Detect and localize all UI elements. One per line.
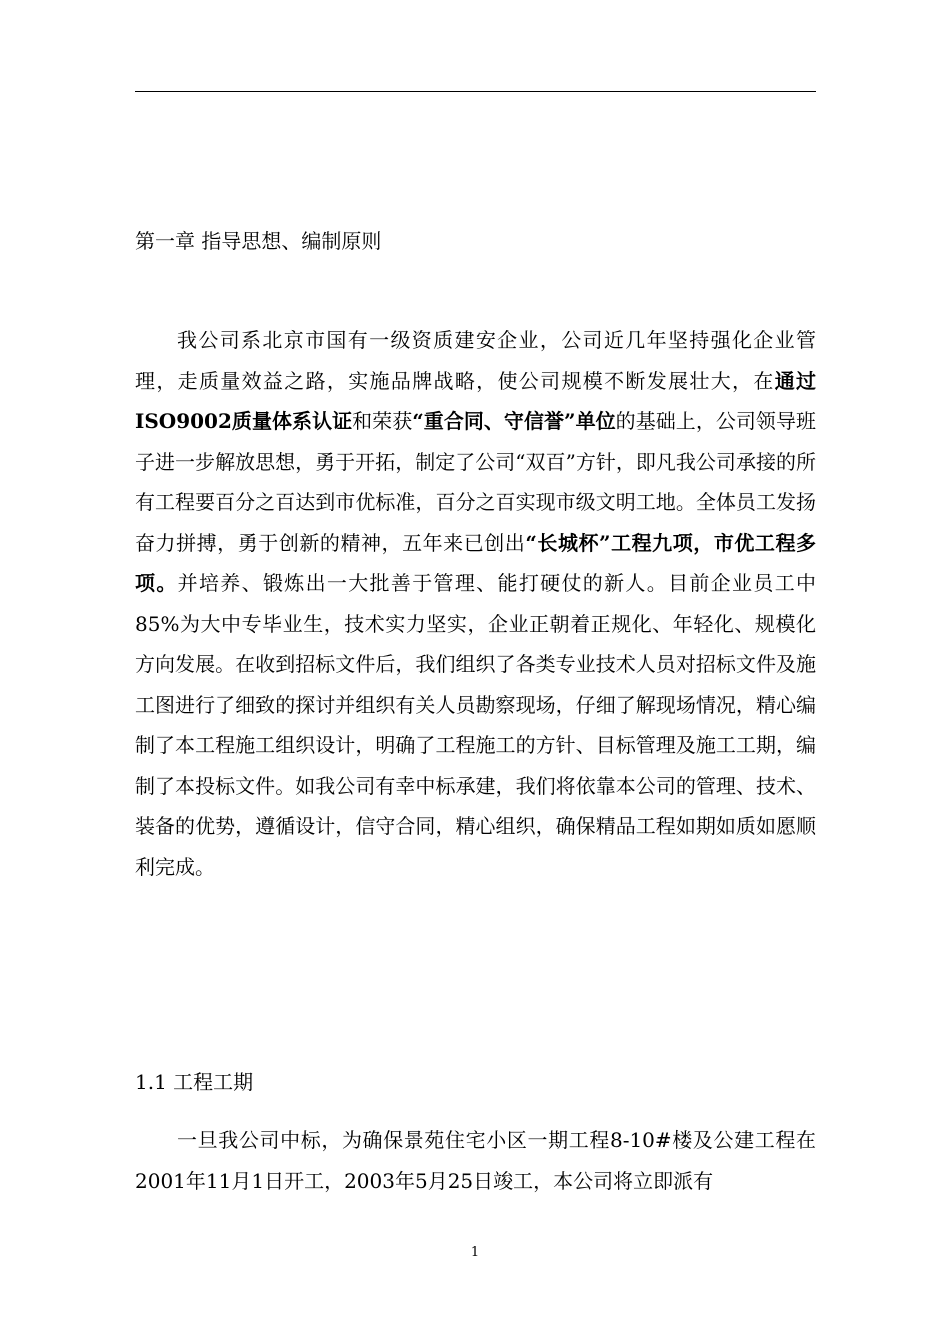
chapter-title: 第一章 指导思想、编制原则 <box>135 229 382 253</box>
schedule-paragraph: 一旦我公司中标，为确保景苑住宅小区一期工程8-10#楼及公建工程在2001年11月1日开工，2003年5月25日竣工，本公司将立即派有 <box>135 1128 816 1193</box>
page-number: 1 <box>470 1245 480 1260</box>
intro-bold-awards: “长城杯”工程九项，市优工程多项。 <box>135 530 816 595</box>
header-rule <box>135 91 816 92</box>
intro-bold-iso-certification: 通过ISO9002质量体系认证 <box>135 368 817 433</box>
intro-text-2: 和荣获 <box>352 409 413 433</box>
intro-bold-honor-title: “重合同、守信誉”单位 <box>412 409 616 433</box>
intro-text-4: 并培养、锻炼出一大批善于管理、能打硬仗的新人。目前企业员工中85%为大中专毕业生，技术实力坚实，企业正朝着正规化、年轻化、规模化方向发展。在收到招标文件后，我们组织了各类专业技术人员对招标文件及施工图进行了细致的探讨并组织有关人员勘察现场，仔细了解现场情况，精心编制了本工程施工组织设计，明确了工程施工的方针、目标管理及施工工期，编制了本投标文件。如我公司有幸中标承建，我们将依靠本公司的管理、技术、装备的优势，遵循设计，信守合同，精心组织，确保精品工程如期如质如愿顺利完成。 <box>135 571 817 879</box>
section-title: 1.1 工程工期 <box>135 1070 254 1094</box>
intro-text-3: 的基础上，公司领导班子进一步解放思想，勇于开拓，制定了公司“双百”方针，即凡我公司承接的所有工程要百分之百达到市优标准，百分之百实现市级文明工地。全体员工发扬奋力拼搏，勇于创新的精神，五年来已创出 <box>135 409 816 555</box>
intro-text-1: 我公司系北京市国有一级资质建安企业，公司近几年坚持强化企业管理，走质量效益之路，实施品牌战略，使公司规模不断发展壮大，在 <box>135 328 816 393</box>
intro-paragraph <box>135 320 816 887</box>
